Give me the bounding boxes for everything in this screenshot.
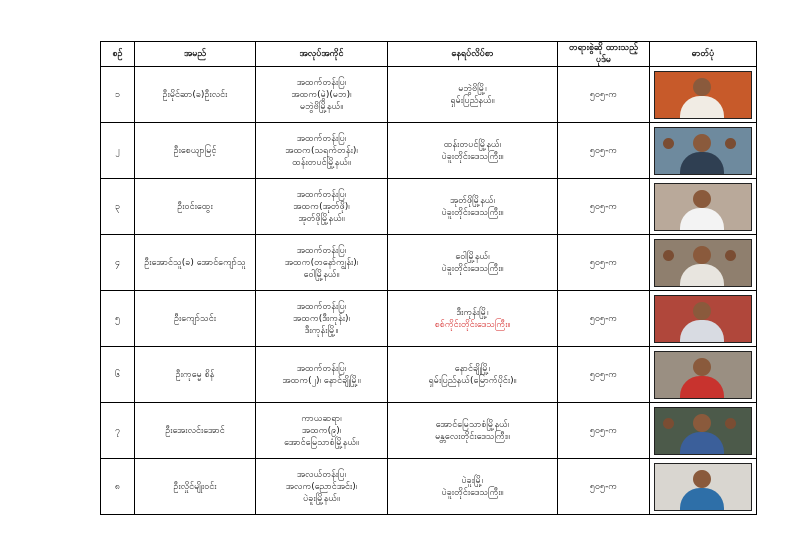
photo-figure-head: [693, 358, 711, 376]
photo-cell: [650, 123, 757, 179]
table-row: [101, 403, 757, 459]
photo-cell: [650, 459, 757, 515]
job-position-line: အုတ်ဖိုမြို့နယ်။: [298, 213, 345, 224]
photo-figure-head: [693, 190, 711, 208]
table-row: [101, 291, 757, 347]
address-line: ပဲခူးတိုင်းဒေသကြီး။: [441, 487, 504, 498]
home-address: [388, 403, 558, 459]
table-row: [101, 123, 757, 179]
job-position: [256, 459, 388, 515]
row-number: ၂: [101, 123, 135, 179]
person-name: ဦးအောင်သူ(ခ) အောင်ကျော်သူ: [135, 235, 256, 291]
job-position-line: အထက(တနော်ကျွန်း)၊: [284, 257, 359, 268]
home-address: [388, 459, 558, 515]
photo-figure-head: [693, 302, 711, 320]
job-position-line: ပဲခူးမြို့နယ်။: [303, 493, 340, 504]
person-name: ဦးစေယျာမြင့်: [135, 123, 256, 179]
job-position-line: ဝေါမြို့နယ်။: [303, 269, 340, 280]
person-photo: [654, 407, 752, 455]
person-name: ဦးကျော်သင်း: [135, 291, 256, 347]
person-photo: [654, 295, 752, 343]
charge-section: ၅၀၅-က: [558, 291, 650, 347]
photo-background-person: [663, 250, 674, 261]
person-photo: [654, 183, 752, 231]
person-photo: [654, 463, 752, 511]
photo-background-person: [725, 250, 736, 261]
charge-section: ၅၀၅-က: [558, 67, 650, 123]
job-position-line: အထက်တန်းပြ၊: [296, 245, 347, 256]
photo-cell: [650, 291, 757, 347]
address-line: အောင်မြေသာစံမြို့နယ်၊: [435, 419, 510, 430]
row-number: ၅: [101, 291, 135, 347]
header-no: စဉ်: [101, 42, 135, 67]
address-line: ဒီးကုန်းမြို့၊: [456, 307, 489, 318]
person-name: ဦးအေးလင်းအောင်: [135, 403, 256, 459]
photo-figure-head: [693, 246, 711, 264]
job-position-line: ထန်းတပင်မြို့နယ်။: [292, 157, 351, 168]
header-name: အမည်: [135, 42, 256, 67]
address-line: ရှမ်းပြည်နယ်(မြောက်ပိုင်း)။: [428, 375, 517, 386]
photo-background-person: [725, 418, 736, 429]
job-position: [256, 67, 388, 123]
photo-cell: [650, 179, 757, 235]
table-header-row: [101, 42, 757, 67]
row-number: ၆: [101, 347, 135, 403]
job-position-line: အထက(အုတ်ဖို)၊: [293, 201, 350, 212]
job-position-line: အောင်မြေသာစံမြို့နယ်။: [284, 437, 359, 448]
photo-cell: [650, 403, 757, 459]
photo-figure-head: [693, 414, 711, 432]
address-line: ဝေါမြို့နယ်၊: [455, 251, 490, 262]
photo-figure-head: [693, 78, 711, 96]
person-photo: [654, 351, 752, 399]
address-line: ရှမ်းပြည်နယ်။: [450, 95, 495, 106]
header-section: တရားစွဲဆို ထားသည့်ပုဒ်မ: [558, 42, 650, 67]
photo-cell: [650, 67, 757, 123]
job-position-line: အထက်တန်းပြ၊: [296, 363, 347, 374]
job-position-line: ဒီးကုန်းမြို့။: [304, 325, 339, 336]
photo-figure-head: [693, 470, 711, 488]
job-position: [256, 235, 388, 291]
header-photo: ဓာတ်ပုံ: [650, 42, 757, 67]
row-number: ၇: [101, 403, 135, 459]
charge-section: ၅၀၅-က: [558, 179, 650, 235]
home-address: [388, 235, 558, 291]
header-position: အလုပ်အကိုင်: [256, 42, 388, 67]
table-row: [101, 459, 757, 515]
person-name: ဦးမိုင်ဆာ(ခ)ဦးလင်း: [135, 67, 256, 123]
person-photo: [654, 239, 752, 287]
job-position-line: အထက(၉)၊: [301, 425, 342, 436]
address-line: စစ်ကိုင်းတိုင်းဒေသကြီး။: [434, 319, 511, 330]
address-line: အုတ်ဖိုမြို့နယ်၊: [449, 195, 496, 206]
job-position-line: အထက(ဒီးကုန်း)၊: [293, 313, 350, 324]
address-line: ပဲခူးတိုင်းဒေသကြီး။: [441, 207, 504, 218]
photo-cell: [650, 235, 757, 291]
job-position-line: အထက်တန်းပြ၊: [296, 133, 347, 144]
job-position-line: အထက်တန်းပြ၊: [296, 301, 347, 312]
table-row: [101, 179, 757, 235]
job-position: [256, 123, 388, 179]
photo-background-person: [725, 138, 736, 149]
home-address: [388, 179, 558, 235]
home-address: [388, 67, 558, 123]
charge-section: ၅၀၅-က: [558, 459, 650, 515]
job-position-line: ကာယဆရာ၊: [301, 413, 342, 424]
address-line: ပဲခူးတိုင်းဒေသကြီး။: [441, 151, 504, 162]
photo-cell: [650, 347, 757, 403]
charge-section: ၅၀၅-က: [558, 235, 650, 291]
row-number: ၈: [101, 459, 135, 515]
address-line: မန္တလေးတိုင်းဒေသကြီး။: [435, 431, 510, 442]
person-name: ဦးကုမ္မေ စိန်: [135, 347, 256, 403]
person-photo: [654, 71, 752, 119]
job-position: [256, 179, 388, 235]
person-photo: [654, 127, 752, 175]
job-position: [256, 291, 388, 347]
person-name: ဦးလှိုင်မျိုးဝင်း: [135, 459, 256, 515]
address-line: နောင်ချိုမြို့၊: [454, 363, 491, 374]
address-line: ပဲခူးမြို့၊: [461, 475, 484, 486]
photo-figure-head: [693, 134, 711, 152]
row-number: ၁: [101, 67, 135, 123]
address-line: ပဲခူးတိုင်းဒေသကြီး။: [441, 263, 504, 274]
address-line: ထန်းတပင်မြို့နယ်၊: [443, 139, 502, 150]
defendants-table: [100, 41, 757, 515]
job-position-line: အလက(ညောင်အင်း)၊: [285, 481, 358, 492]
row-number: ၃: [101, 179, 135, 235]
charge-section: ၅၀၅-က: [558, 123, 650, 179]
person-name: ဦးဝင်းထွေး: [135, 179, 256, 235]
table-row: [101, 235, 757, 291]
header-address: နေရပ်လိပ်စာ: [388, 42, 558, 67]
job-position-line: အထက(သရက်တန်း)၊: [285, 145, 358, 156]
charge-section: ၅၀၅-က: [558, 347, 650, 403]
address-line: မဘွဲဗိမြို့၊: [458, 83, 487, 94]
job-position-line: အထက(မွဲ)(မဘ)၊: [291, 89, 352, 100]
job-position: [256, 403, 388, 459]
job-position-line: မဘွဲဗိမြို့နယ်။: [299, 101, 344, 112]
table-row: [101, 67, 757, 123]
photo-background-person: [663, 418, 674, 429]
job-position-line: အထက(၂)၊ နောင်ချိုမြို့။: [282, 375, 361, 386]
home-address: [388, 291, 558, 347]
charge-section: ၅၀၅-က: [558, 403, 650, 459]
table-row: [101, 347, 757, 403]
job-position-line: အလယ်တန်းပြ၊: [296, 469, 347, 480]
home-address: [388, 347, 558, 403]
job-position-line: အထက်တန်းပြ၊: [296, 77, 347, 88]
job-position: [256, 347, 388, 403]
home-address: [388, 123, 558, 179]
row-number: ၄: [101, 235, 135, 291]
photo-background-person: [663, 138, 674, 149]
job-position-line: အထက်တန်းပြ၊: [296, 189, 347, 200]
